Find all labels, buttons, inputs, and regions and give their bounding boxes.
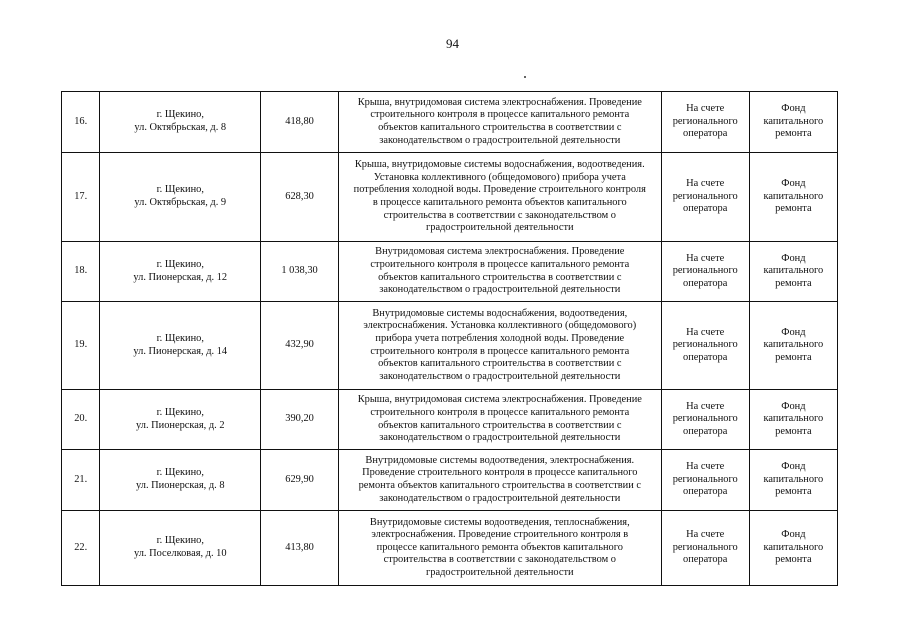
funding-cell-line: оператора [683, 486, 728, 498]
repair-program-table [61, 91, 838, 586]
row-number-cell: 21. [62, 450, 100, 511]
works-cell-line: в процессе капитального ремонта объектов капитального [372, 197, 627, 208]
works-cell-line: Внутридомовые системы водоснабжения, водоотведения, [372, 307, 628, 319]
area-cell: 1 038,30 [261, 242, 339, 302]
works-cell-line: ремонта объектов капитального строительства в соответствии с [358, 480, 641, 491]
funding-cell-line: На счете [686, 252, 725, 264]
works-cell-line: процессе капитального ремонта объектов капитального [376, 541, 623, 553]
funding-cell-line: На счете [686, 529, 725, 541]
works-cell-line: строительного контроля в процессе капитального ремонта [370, 345, 630, 357]
works-cell-line: объектов капитального строительства в соответствии с [378, 122, 622, 133]
method-cell-line: ремонта [775, 486, 812, 498]
method-cell-line: капитального [763, 265, 824, 277]
method-cell [749, 153, 837, 242]
funding-cell [661, 242, 749, 302]
address-cell-line: ул. Пионерская, д. 2 [136, 419, 225, 431]
address-cell [100, 450, 261, 511]
funding-cell-line: оператора [683, 554, 728, 566]
works-cell-line: законодательством о градостроительной деятельности [379, 370, 621, 382]
address-cell [100, 153, 261, 242]
works-cell-line: строительства в соответствии с законодательством о [383, 209, 616, 221]
address-cell-line: г. Щекино, [156, 467, 204, 479]
table-row [62, 242, 838, 302]
works-cell-line: электроснабжения. Проведение строительного контроля в [371, 529, 629, 541]
address-cell-line: ул. Пионерская, д. 8 [136, 480, 225, 491]
method-cell-line: Фонд [781, 103, 806, 115]
funding-cell-line: На счете [686, 326, 725, 338]
funding-cell-line: регионального [672, 190, 738, 202]
method-cell [749, 242, 837, 302]
works-cell-line: строительного контроля в процессе капитального ремонта [370, 406, 630, 418]
funding-cell-line: регионального [672, 265, 738, 277]
method-cell-line: капитального [763, 473, 824, 485]
funding-cell [661, 302, 749, 390]
method-cell-line: ремонта [775, 203, 812, 215]
address-cell-line: г. Щекино, [156, 184, 204, 196]
works-cell-line: строительного контроля в процессе капитального ремонта [370, 109, 630, 121]
row-number-cell: 17. [62, 153, 100, 242]
address-cell-line: ул. Октябрьская, д. 8 [134, 122, 227, 133]
works-cell-line: Крыша, внутридомовая система электроснабжения. Проведение [357, 96, 642, 108]
works-cell-line: Внутридомовая система электроснабжения. Проведение [375, 246, 625, 258]
funding-cell-line: регионального [672, 541, 738, 553]
address-cell-line: г. Щекино, [156, 109, 204, 121]
address-cell-line: ул. Октябрьская, д. 9 [134, 197, 227, 208]
works-cell [338, 511, 661, 586]
funding-cell-line: На счете [686, 400, 725, 412]
works-cell-line: законодательством о градостроительной деятельности [379, 134, 621, 146]
row-number-cell: 19. [62, 302, 100, 390]
method-cell [749, 302, 837, 390]
address-cell-line: г. Щекино, [156, 258, 204, 270]
area-cell: 390,20 [261, 390, 339, 450]
address-cell-line: ул. Пионерская, д. 12 [133, 271, 228, 283]
row-number-cell: 20. [62, 390, 100, 450]
address-cell [100, 302, 261, 390]
works-cell-line: прибора учета потребления холодной воды. Проведение [375, 332, 625, 344]
funding-cell-line: оператора [683, 351, 728, 363]
address-cell-line: ул. Пионерская, д. 14 [133, 345, 228, 357]
address-cell-line: ул. Поселковая, д. 10 [133, 548, 227, 559]
works-cell-line: строительного контроля в процессе капитального ремонта [370, 258, 630, 270]
works-cell [338, 92, 661, 153]
method-cell [749, 92, 837, 153]
table-body [62, 92, 838, 586]
method-cell-line: капитального [763, 413, 824, 425]
method-cell-line: капитального [763, 115, 824, 127]
method-cell-line: Фонд [781, 461, 806, 473]
address-cell-line: г. Щекино, [156, 332, 204, 344]
method-cell-line: ремонта [775, 425, 812, 437]
funding-cell-line: На счете [686, 461, 725, 473]
area-cell: 628,30 [261, 153, 339, 242]
funding-cell [661, 511, 749, 586]
funding-cell-line: регионального [672, 115, 738, 127]
row-number-cell: 22. [62, 511, 100, 586]
method-cell-line: ремонта [775, 128, 812, 140]
method-cell-line: Фонд [781, 252, 806, 264]
works-cell [338, 450, 661, 511]
address-cell [100, 390, 261, 450]
table-row [62, 153, 838, 242]
area-cell: 432,90 [261, 302, 339, 390]
page-number: 94 [446, 36, 459, 51]
table-row [62, 511, 838, 586]
funding-cell-line: оператора [683, 277, 728, 289]
works-cell-line: законодательством о градостроительной деятельности [379, 284, 621, 296]
works-cell [338, 390, 661, 450]
works-cell-line: объектов капитального строительства в соответствии с [378, 271, 622, 283]
method-cell [749, 511, 837, 586]
works-cell-line: объектов капитального строительства в соответствии с [378, 358, 622, 370]
method-cell-line: капитального [763, 541, 824, 553]
method-cell-line: Фонд [781, 178, 806, 190]
funding-cell [661, 450, 749, 511]
method-cell-line: Фонд [781, 529, 806, 541]
table-row [62, 450, 838, 511]
works-cell-line: Внутридомовые системы водоотведения, электроснабжения. [365, 454, 635, 466]
funding-cell-line: оператора [683, 128, 728, 140]
funding-cell-line: оператора [683, 203, 728, 215]
funding-cell [661, 390, 749, 450]
method-cell-line: ремонта [775, 277, 812, 289]
works-cell-line: законодательством о градостроительной деятельности [379, 492, 621, 504]
address-cell-line: г. Щекино, [156, 535, 204, 547]
area-cell: 629,90 [261, 450, 339, 511]
method-cell-line: Фонд [781, 400, 806, 412]
funding-cell-line: регионального [672, 413, 738, 425]
works-cell-line: потребления холодной воды. Проведение строительного контроля [353, 184, 646, 196]
funding-cell-line: На счете [686, 103, 725, 115]
works-cell [338, 242, 661, 302]
works-cell-line: Крыша, внутридомовые системы водоснабжения, водоотведения. [354, 159, 645, 171]
funding-cell [661, 92, 749, 153]
method-cell-line: капитального [763, 339, 824, 351]
works-cell [338, 302, 661, 390]
area-cell: 413,80 [261, 511, 339, 586]
method-cell [749, 390, 837, 450]
works-cell-line: строительства в соответствии с законодательством о [383, 554, 616, 566]
works-cell-line: Проведение строительного контроля в процессе капитального [362, 467, 638, 479]
method-cell-line: ремонта [775, 351, 812, 363]
funding-cell-line: На счете [686, 178, 725, 190]
address-cell [100, 511, 261, 586]
scan-dot [524, 76, 526, 78]
method-cell-line: Фонд [781, 326, 806, 338]
funding-cell [661, 153, 749, 242]
works-cell [338, 153, 661, 242]
works-cell-line: электроснабжения. Установка коллективного (общедомового) [363, 320, 637, 332]
table-row [62, 302, 838, 390]
works-cell-line: градостроительной деятельности [426, 222, 574, 234]
method-cell [749, 450, 837, 511]
works-cell-line: законодательством о градостроительной деятельности [379, 432, 621, 444]
address-cell [100, 242, 261, 302]
method-cell-line: ремонта [775, 554, 812, 566]
row-number-cell: 16. [62, 92, 100, 153]
works-cell-line: объектов капитального строительства в соответствии с [378, 419, 622, 431]
funding-cell-line: регионального [672, 473, 738, 485]
works-cell-line: Крыша, внутридомовая система электроснабжения. Проведение [357, 394, 642, 406]
row-number-cell: 18. [62, 242, 100, 302]
table-row [62, 390, 838, 450]
works-cell-line: Установка коллективного (общедомового) прибора учета [373, 171, 626, 183]
funding-cell-line: оператора [683, 425, 728, 437]
funding-cell-line: регионального [672, 339, 738, 351]
address-cell [100, 92, 261, 153]
works-cell-line: градостроительной деятельности [426, 566, 574, 578]
table-row [62, 92, 838, 153]
works-cell-line: Внутридомовые системы водоотведения, теплоснабжения, [369, 516, 630, 528]
area-cell: 418,80 [261, 92, 339, 153]
address-cell-line: г. Щекино, [156, 406, 204, 418]
method-cell-line: капитального [763, 190, 824, 202]
